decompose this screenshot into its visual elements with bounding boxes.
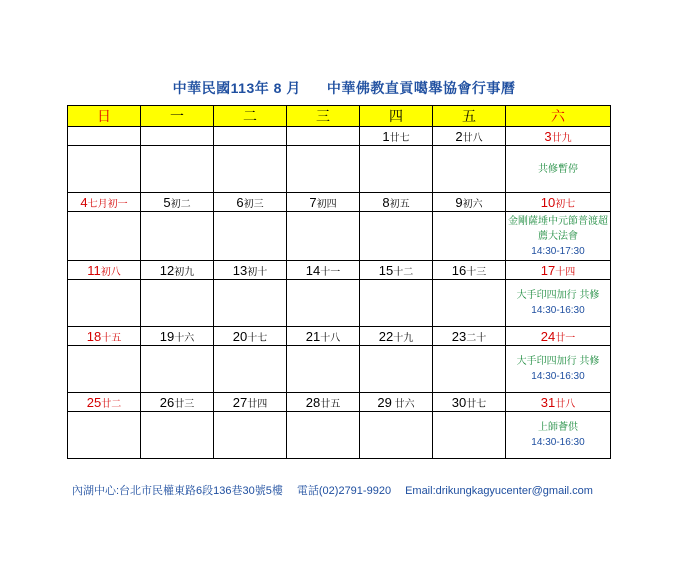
footer-address: 內湖中心:台北市民權東路6段136巷30號5樓	[72, 485, 283, 497]
day-cell: 18十五	[68, 327, 141, 346]
calendar-title	[0, 78, 688, 98]
week-event-row	[68, 280, 611, 327]
event-cell	[287, 346, 360, 393]
day-cell: 21十八	[287, 327, 360, 346]
event-time: 14:30-16:30	[531, 305, 585, 316]
day-cell: 20十七	[214, 327, 287, 346]
event-title: 金剛薩埵中元節普渡超薦大法會	[508, 215, 608, 242]
day-cell: 8初五	[360, 193, 433, 212]
day-cell: 6初三	[214, 193, 287, 212]
weekday-wed: 三	[287, 106, 360, 127]
day-cell: 13初十	[214, 261, 287, 280]
event-cell	[214, 146, 287, 193]
day-cell: 14十一	[287, 261, 360, 280]
event-title: 大手印四加行 共修	[516, 356, 600, 367]
event-cell	[214, 412, 287, 459]
event-cell	[141, 146, 214, 193]
footer-email: Email:drikungkagyucenter@gmail.com	[405, 485, 593, 497]
contact-footer	[72, 482, 672, 498]
event-cell	[287, 280, 360, 327]
weekday-header-row	[68, 106, 611, 127]
weekday-fri: 五	[433, 106, 506, 127]
day-cell: 24廿一	[506, 327, 611, 346]
day-cell	[287, 127, 360, 146]
weekday-tue: 二	[214, 106, 287, 127]
event-cell	[214, 280, 287, 327]
saturday-event	[506, 280, 611, 327]
weekday-mon: 一	[141, 106, 214, 127]
day-cell	[141, 127, 214, 146]
event-cell	[433, 412, 506, 459]
title-organization: 中華佛教直貢噶舉協會行事曆	[326, 80, 516, 96]
saturday-event	[506, 412, 611, 459]
day-cell: 16十三	[433, 261, 506, 280]
event-title: 大手印四加行 共修	[516, 290, 600, 301]
event-cell	[68, 412, 141, 459]
saturday-event	[506, 346, 611, 393]
day-cell: 28廿五	[287, 393, 360, 412]
event-cell	[287, 146, 360, 193]
day-cell: 27廿四	[214, 393, 287, 412]
event-cell	[68, 212, 141, 261]
week-event-row	[68, 212, 611, 261]
day-cell: 1廿七	[360, 127, 433, 146]
week-event-row	[68, 412, 611, 459]
day-cell: 30廿七	[433, 393, 506, 412]
event-title: 共修暫停	[538, 163, 578, 175]
saturday-event	[506, 212, 611, 261]
event-cell	[141, 280, 214, 327]
event-cell	[360, 212, 433, 261]
day-cell: 31廿八	[506, 393, 611, 412]
event-cell	[141, 412, 214, 459]
day-cell: 19十六	[141, 327, 214, 346]
event-cell	[433, 212, 506, 261]
week-event-row	[68, 346, 611, 393]
title-date: 中華民國113年 8 月	[172, 80, 301, 96]
event-cell	[360, 280, 433, 327]
day-cell: 10初七	[506, 193, 611, 212]
week-date-row	[68, 127, 611, 146]
calendar-table	[67, 105, 611, 459]
event-cell	[141, 346, 214, 393]
weekday-sun: 日	[68, 106, 141, 127]
day-cell: 12初九	[141, 261, 214, 280]
day-cell: 9初六	[433, 193, 506, 212]
day-cell: 26廿三	[141, 393, 214, 412]
day-cell: 11初八	[68, 261, 141, 280]
day-cell: 3廿九	[506, 127, 611, 146]
week-date-row	[68, 393, 611, 412]
event-cell	[360, 412, 433, 459]
saturday-event	[506, 146, 611, 193]
event-cell	[68, 346, 141, 393]
week-date-row	[68, 193, 611, 212]
event-cell	[141, 212, 214, 261]
event-cell	[68, 280, 141, 327]
day-cell: 29 廿六	[360, 393, 433, 412]
day-cell: 25廿二	[68, 393, 141, 412]
day-cell: 17十四	[506, 261, 611, 280]
day-cell: 2廿八	[433, 127, 506, 146]
weekday-thu: 四	[360, 106, 433, 127]
week-date-row	[68, 261, 611, 280]
event-cell	[214, 346, 287, 393]
footer-phone: 電話(02)2791-9920	[296, 485, 392, 497]
event-cell	[433, 280, 506, 327]
day-cell	[214, 127, 287, 146]
event-title: 上師薈供	[538, 422, 578, 433]
event-cell	[433, 146, 506, 193]
event-time: 14:30-16:30	[531, 371, 585, 382]
weekday-sat: 六	[506, 106, 611, 127]
event-cell	[68, 146, 141, 193]
event-cell	[214, 212, 287, 261]
event-time: 14:30-16:30	[531, 437, 585, 448]
event-cell	[360, 146, 433, 193]
day-cell: 22十九	[360, 327, 433, 346]
event-cell	[433, 346, 506, 393]
event-cell	[360, 346, 433, 393]
day-cell: 4七月初一	[68, 193, 141, 212]
day-cell: 5初二	[141, 193, 214, 212]
week-date-row	[68, 327, 611, 346]
event-cell	[287, 212, 360, 261]
event-cell	[287, 412, 360, 459]
day-cell	[68, 127, 141, 146]
day-cell: 15十二	[360, 261, 433, 280]
day-cell: 7初四	[287, 193, 360, 212]
day-cell: 23二十	[433, 327, 506, 346]
week-event-row	[68, 146, 611, 193]
event-time: 14:30-17:30	[531, 245, 585, 257]
